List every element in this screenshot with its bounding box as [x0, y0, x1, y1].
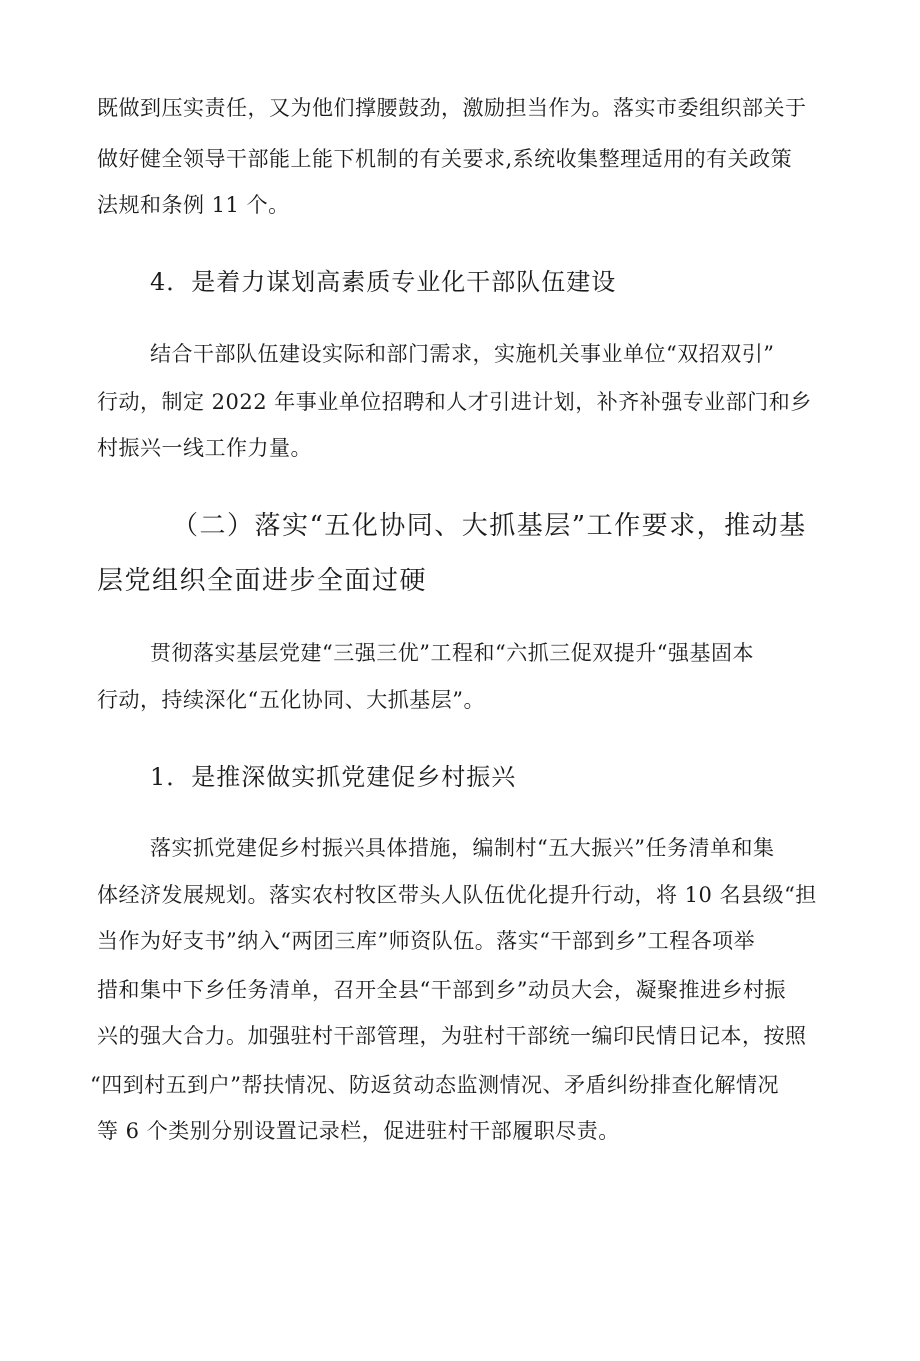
- paragraph-line: “四到村五到户”帮扶情况、防返贫动态监测情况、矛盾纠纷排查化解情况: [90, 1073, 779, 1097]
- paragraph-line: 等 6 个类别分别设置记录栏，促进驻村干部履职尽责。: [97, 1119, 620, 1143]
- subheading-1: 1．是推深做实抓党建促乡村振兴: [150, 763, 517, 791]
- paragraph-line: 兴的强大合力。加强驻村干部管理，为驻村干部统一编印民情日记本，按照: [97, 1024, 807, 1048]
- paragraph-line: 村振兴一线工作力量。: [97, 436, 312, 460]
- paragraph-line: 法规和条例 11 个。: [97, 193, 290, 217]
- subheading-4: 4．是着力谋划高素质专业化干部队伍建设: [150, 268, 617, 296]
- section-heading: 层党组织全面进步全面过硬: [97, 566, 428, 596]
- paragraph-line: 落实抓党建促乡村振兴具体措施，编制村“五大振兴”任务清单和集: [150, 836, 775, 860]
- paragraph-line: 做好健全领导干部能上能下机制的有关要求,系统收集整理适用的有关政策: [97, 147, 793, 171]
- paragraph-line: 行动，持续深化“五化协同、大抓基层”。: [97, 688, 485, 712]
- paragraph-line: 既做到压实责任，又为他们撑腰鼓劲，激励担当作为。落实市委组织部关于: [97, 96, 807, 120]
- paragraph-line: 体经济发展规划。落实农村牧区带头人队伍优化提升行动，将 10 名县级“担: [97, 883, 817, 907]
- section-heading: （二）落实“五化协同、大抓基层”工作要求，推动基: [172, 511, 807, 541]
- paragraph-line: 结合干部队伍建设实际和部门需求，实施机关事业单位“双招双引”: [150, 342, 775, 366]
- paragraph-line: 措和集中下乡任务清单，召开全县“干部到乡”动员大会，凝聚推进乡村振: [97, 978, 786, 1002]
- paragraph-line: 当作为好支书”纳入“两团三库”师资队伍。落实“干部到乡”工程各项举: [97, 929, 756, 953]
- paragraph-line: 贯彻落实基层党建“三强三优”工程和“六抓三促双提升“强基固本: [150, 641, 754, 665]
- paragraph-line: 行动，制定 2022 年事业单位招聘和人才引进计划，补齐补强专业部门和乡: [97, 390, 812, 414]
